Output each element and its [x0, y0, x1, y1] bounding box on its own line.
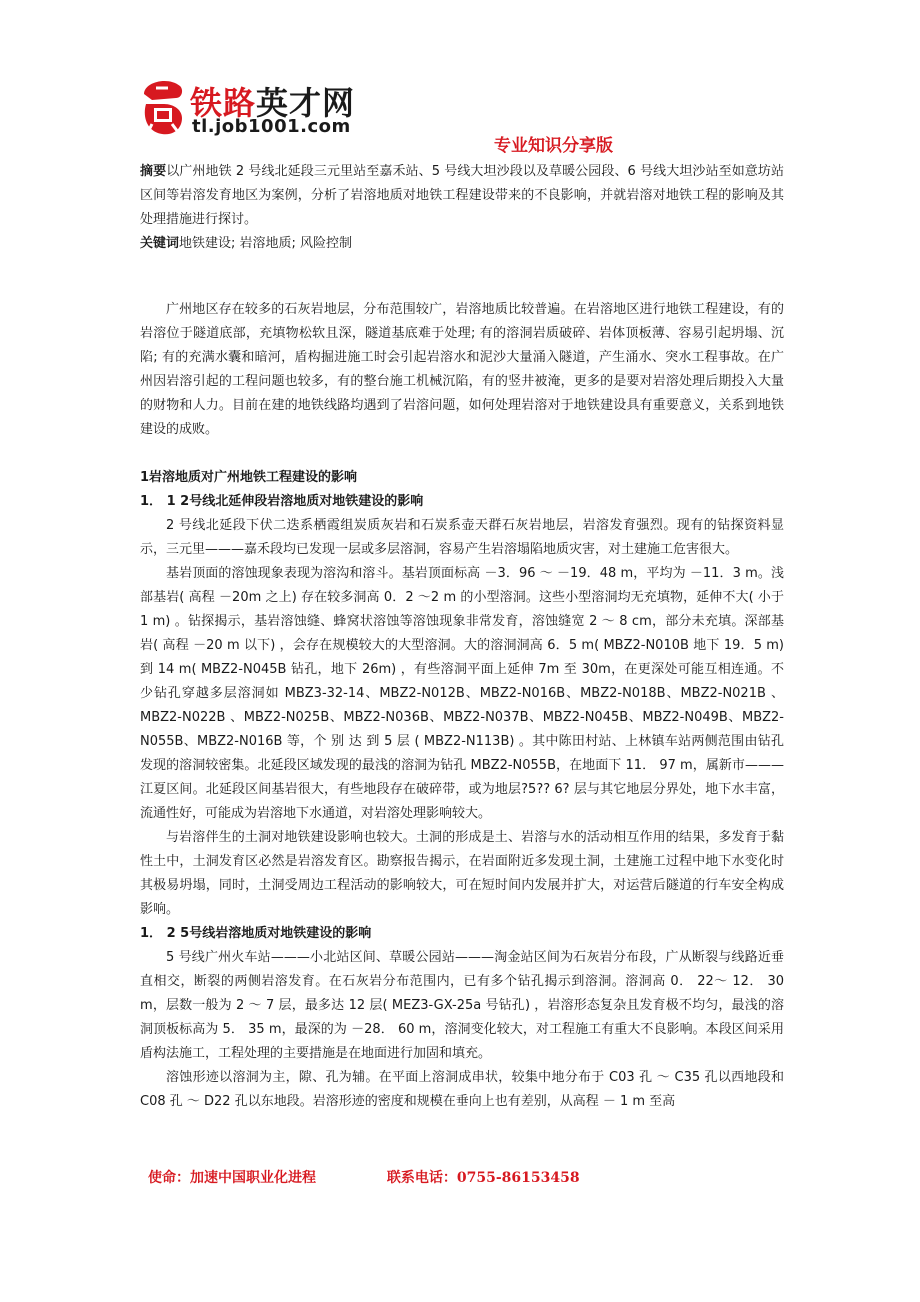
section-1-1-paragraph-1: 2 号线北延段下伏二迭系栖霞组炭质灰岩和石炭系壶天群石灰岩地层，岩溶发育强烈。现有的钻探资料显示，三元里———嘉禾段均已发现一层或多层溶洞，容易产生岩溶塌陷地质灾害，对土建施工危害很大。	[140, 518, 784, 557]
edition-title: 专业知识分享版	[494, 136, 613, 156]
logo-title-black: 英才网	[256, 84, 356, 122]
keywords-paragraph	[140, 232, 784, 256]
article-body	[140, 160, 784, 1114]
spacer	[140, 280, 784, 298]
section-1-2-paragraph-1: 5 号线广州火车站———小北站区间、草暖公园站———淘金站区间为石灰岩分布段，广从断裂与线路近垂直相交，断裂的两侧岩溶发育。在石灰岩分布范围内，已有多个钻孔揭示到溶洞。溶洞高 0． 22～ 12． 30 m，层数一般为 2 ～ 7 层，最多达 12 层( MEZ3-GX-25a 号钻孔) ，岩溶形态复杂且发育极不均匀，最浅的溶洞顶板标高为 5． 35 m，最深的为 －28． 60 m，溶洞变化较大，对工程施工有重大不良影响。本段区间采用盾构法施工，工程处理的主要措施是在地面进行加固和填充。	[140, 950, 784, 1061]
section-1-1-paragraph-3: 与岩溶伴生的土洞对地铁建设影响也较大。土洞的形成是土、岩溶与水的活动相互作用的结果，多发育于黏性土中，土洞发育区必然是岩溶发育区。勘察报告揭示，在岩面附近多发现土洞，土建施工过程中地下水变化时其极易坍塌，同时，土洞受周边工程活动的影响较大，可在短时间内发展并扩大，对运营后隧道的行车安全构成影响。	[140, 830, 784, 917]
intro-paragraph: 广州地区存在较多的石灰岩地层，分布范围较广，岩溶地质比较普遍。在岩溶地区进行地铁工程建设，有的岩溶位于隧道底部，充填物松软且深，隧道基底难于处理; 有的溶洞岩质破碎、岩体顶板薄、容易引起坍塌、沉陷; 有的充满水囊和暗河，盾构掘进施工时会引起岩溶水和泥沙大量涌入隧道，产生涌水、突水工程事故。在广州因岩溶引起的工程问题也较多，有的整台施工机械沉陷，有的竖井被淹，更多的是要对岩溶处理后期投入大量的财物和人力。目前在建的地铁线路均遇到了岩溶问题，如何处理岩溶对于地铁建设具有重要意义，关系到地铁建设的成败。	[140, 302, 784, 437]
keywords-label: 关键词	[140, 236, 180, 251]
page-footer	[148, 1167, 580, 1187]
section-1-heading: 1岩溶地质对广州地铁工程建设的影响	[140, 470, 358, 485]
section-1-1-heading: 1． 1 2号线北延伸段岩溶地质对地铁建设的影响	[140, 494, 424, 509]
site-logo	[138, 72, 388, 152]
abstract-text: 以广州地铁 2 号线北延段三元里站至嘉禾站、5 号线大坦沙段以及草暖公园段、6 号线大坦沙站至如意坊站区间等岩溶发育地区为案例，分析了岩溶地质对地铁工程建设带来的不良影响，并就岩溶对地铁工程的影响及其处理措施进行探讨。	[140, 164, 784, 227]
spacer	[140, 256, 784, 280]
section-1-2-paragraph-2: 溶蚀形迹以溶洞为主，隙、孔为辅。在平面上溶洞成串状，较集中地分布于 C03 孔 ～ C35 孔以西地段和 C08 孔 ～ D22 孔以东地段。岩溶形迹的密度和规模在垂向上也有差别，从高程 － 1 m 至高	[140, 1070, 784, 1109]
section-1-2-heading: 1． 2 5号线岩溶地质对地铁建设的影响	[140, 926, 372, 941]
abstract-paragraph	[140, 160, 784, 232]
logo-mark-icon	[138, 74, 186, 138]
keywords-text: 地铁建设; 岩溶地质; 风险控制	[179, 236, 353, 251]
logo-title-red: 铁路	[190, 84, 257, 122]
spacer	[140, 442, 784, 466]
section-1-1-paragraph-2: 基岩顶面的溶蚀现象表现为溶沟和溶斗。基岩顶面标高 －3．96 ～ －19．48 m，平均为 －11．3 m。浅部基岩( 高程 －20m 之上) 存在较多洞高 0．2 ～2 m 的小型溶洞。这些小型溶洞均无充填物，延伸不大( 小于 1 m) 。钻探揭示，基岩溶蚀缝、蜂窝状溶蚀等溶蚀现象非常发育，溶蚀缝宽 2 ～ 8 cm，部分未充填。深部基岩( 高程 －20 m 以下) ，会存在规模较大的大型溶洞。大的溶洞洞高 6．5 m( MBZ2-N010B 地下 19．5 m) 到 14 m( MBZ2-N045B 钻孔，地下 26m) ，有些溶洞平面上延伸 7m 至 30m，在更深处可能互相连通。不少钻孔穿越多层溶洞如 MBZ3-32-14、MBZ2-N012B、MBZ2-N016B、MBZ2-N018B、MBZ2-N021B 、MBZ2-N022B 、MBZ2-N025B、MBZ2-N036B、MBZ2-N037B、MBZ2-N045B、MBZ2-N049B、MBZ2-N055B、MBZ2-N016B 等，个 别 达 到 5 层 ( MBZ2-N113B) 。其中陈田村站、上林镇车站两侧范围由钻孔发现的溶洞较密集。北延段区域发现的最浅的溶洞为钻孔 MBZ2-N055B，在地面下 11． 97 m，属新市———江夏区间。北延段区间基岩很大，有些地段存在破碎带，或为地层?5?? 6? 层与其它地层分界处，地下水丰富，流通性好，可能成为岩溶地下水通道，对岩溶处理影响较大。	[140, 566, 784, 821]
footer-phone: 联系电话：0755-86153458	[386, 1170, 580, 1186]
logo-url: tl.job1001.com	[192, 116, 351, 137]
footer-mission: 使命：加速中国职业化进程	[148, 1170, 316, 1186]
abstract-label: 摘要	[140, 164, 167, 179]
